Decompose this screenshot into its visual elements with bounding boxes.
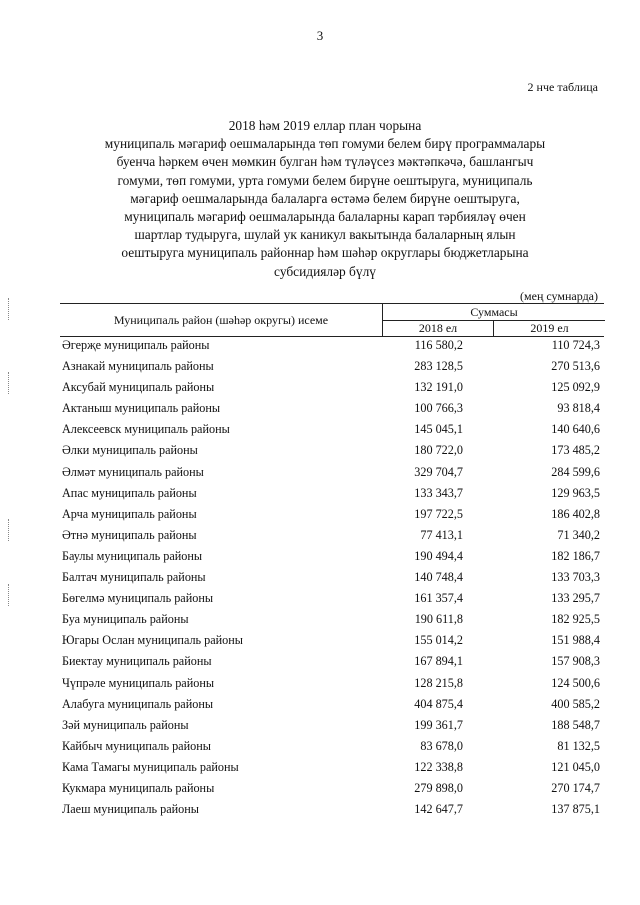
page-number: 3 (316, 28, 324, 43)
amount-2018: 199 361,7 (414, 717, 463, 732)
table-header (60, 303, 604, 337)
table-row (60, 462, 604, 483)
district-name: Югары Ослан муниципаль районы (62, 633, 243, 648)
district-name: Әлки муниципаль районы (62, 443, 198, 458)
amount-2018: 329 704,7 (414, 464, 463, 479)
amount-2018: 190 611,8 (414, 612, 463, 627)
amount-2019: 129 963,5 (551, 485, 600, 500)
margin-mark (8, 584, 10, 606)
margin-mark (8, 519, 10, 541)
amount-2018: 77 413,1 (420, 527, 463, 542)
amount-2019: 157 908,3 (551, 654, 600, 669)
title-line: мәгариф оешмаларында балаларга өстәмә белем бирүне оештыруга, (130, 190, 520, 206)
amount-2019: 81 132,5 (557, 738, 600, 753)
amount-2019: 124 500,6 (551, 675, 600, 690)
margin-mark (8, 372, 10, 394)
district-name: Азнакай муниципаль районы (62, 359, 214, 374)
header-year-2018: 2018 ел (383, 321, 494, 336)
table-row (60, 673, 604, 694)
title-line: оештыруга муниципаль районнар һәм шәһәр округлары бюджетларына (121, 245, 529, 261)
amount-2019: 71 340,2 (557, 527, 600, 542)
district-name: Аксубай муниципаль районы (62, 380, 215, 395)
amount-2019: 182 186,7 (551, 548, 600, 563)
amount-2018: 83 678,0 (420, 738, 463, 753)
table-row (60, 588, 604, 609)
amount-2019: 110 724,3 (551, 338, 600, 352)
amount-2019: 188 548,7 (551, 717, 600, 732)
district-name: Актаныш муниципаль районы (62, 401, 221, 416)
table-row (60, 778, 604, 799)
amount-2019: 137 875,1 (551, 802, 600, 817)
table-row (60, 440, 604, 461)
amount-2018: 167 894,1 (414, 654, 463, 669)
header-sum-title: Суммасы (383, 305, 605, 321)
district-name: Кайбыч муниципаль районы (62, 738, 211, 753)
title-line: муниципаль мәгариф оешмаларында төп гомуми белем бирү программалары (104, 136, 546, 152)
amount-2018: 140 748,4 (414, 570, 463, 585)
header-name-column: Муниципаль район (шәһәр округы) исеме (113, 312, 329, 327)
district-name: Бөгелмә муниципаль районы (62, 591, 214, 606)
district-name: Әтнә муниципаль районы (62, 527, 197, 542)
table-row (60, 736, 604, 757)
amount-2018: 133 343,7 (414, 485, 463, 500)
table-row (60, 609, 604, 630)
district-name: Биектау муниципаль районы (62, 654, 212, 669)
amount-2018: 197 722,5 (414, 506, 463, 521)
title-line: 2018 һәм 2019 еллар план чорына (228, 118, 422, 133)
district-name: Алексеевск муниципаль районы (62, 422, 230, 437)
amount-2019: 270 513,6 (551, 359, 600, 374)
table-row (60, 483, 604, 504)
table-row (60, 377, 604, 398)
table-label: 2 нче таблица (527, 80, 598, 94)
amount-2019: 133 703,3 (551, 570, 600, 585)
margin-mark (8, 298, 10, 320)
amount-2018: 142 647,7 (414, 802, 463, 817)
table-row (60, 356, 604, 377)
amount-2018: 161 357,4 (414, 591, 463, 606)
amount-2019: 270 174,7 (551, 780, 600, 795)
table-row (60, 504, 604, 525)
district-name: Апас муниципаль районы (62, 485, 197, 500)
title-line: буенча һәркем өчен мөмкин булган һәм түләүсез мәктәпкәчә, башлангыч (116, 154, 534, 170)
table-row (60, 567, 604, 588)
amount-2019: 284 599,6 (551, 464, 600, 479)
district-name: Алабуга муниципаль районы (62, 696, 214, 711)
amount-2018: 116 580,2 (414, 338, 463, 352)
amount-2019: 133 295,7 (551, 591, 600, 606)
table-row (60, 694, 604, 715)
table-row (60, 715, 604, 736)
amount-2019: 400 585,2 (551, 696, 600, 711)
amount-2019: 121 045,0 (551, 759, 600, 774)
amount-2018: 283 128,5 (414, 359, 463, 374)
district-name: Баулы муниципаль районы (62, 548, 203, 563)
table-row (60, 546, 604, 567)
district-name: Кукмара муниципаль районы (62, 780, 215, 795)
table-row (60, 757, 604, 778)
amount-2019: 186 402,8 (551, 506, 600, 521)
amount-2018: 122 338,8 (414, 759, 463, 774)
title-line: муниципаль мәгариф оешмаларында балаларны карап тәрбияләү өчен (124, 209, 526, 225)
district-name: Арча муниципаль районы (62, 506, 197, 521)
district-name: Буа муниципаль районы (62, 612, 189, 627)
table-body (60, 335, 604, 820)
amount-2018: 145 045,1 (414, 422, 463, 437)
amount-2019: 173 485,2 (551, 443, 600, 458)
units-note: (мең сумнарда) (520, 289, 598, 303)
table-row (60, 525, 604, 546)
amount-2018: 180 722,0 (414, 443, 463, 458)
amount-2018: 279 898,0 (414, 780, 463, 795)
amount-2019: 125 092,9 (551, 380, 600, 395)
table-row (60, 335, 604, 356)
table-row (60, 799, 604, 820)
amount-2018: 155 014,2 (414, 633, 463, 648)
table-row (60, 419, 604, 440)
district-name: Әгерҗе муниципаль районы (62, 338, 210, 352)
title-line: гомуми, төп гомуми, урта гомуми белем бирүне оештыруга, муниципаль (117, 172, 533, 188)
district-name: Лаеш муниципаль районы (62, 802, 199, 817)
title-line: субсидияләр бүлү (274, 263, 376, 279)
header-sum-column (382, 304, 605, 336)
title-line: шартлар тудыруга, шулай ук каникул вакытында балаларның ялын (134, 227, 516, 243)
amount-2019: 93 818,4 (557, 401, 600, 416)
district-name: Балтач муниципаль районы (62, 570, 206, 585)
district-name: Кама Тамагы муниципаль районы (62, 759, 239, 774)
amount-2019: 151 988,4 (551, 633, 600, 648)
amount-2019: 140 640,6 (551, 422, 600, 437)
document-title (70, 117, 580, 281)
table-row (60, 651, 604, 672)
amount-2018: 132 191,0 (414, 380, 463, 395)
district-name: Чүпрәле муниципаль районы (62, 675, 215, 690)
district-name: Зәй муниципаль районы (62, 717, 189, 732)
header-year-2019: 2019 ел (530, 321, 569, 335)
amount-2018: 190 494,4 (414, 548, 463, 563)
amount-2018: 128 215,8 (414, 675, 463, 690)
amount-2019: 182 925,5 (551, 612, 600, 627)
amount-2018: 100 766,3 (414, 401, 463, 416)
district-name: Әлмәт муниципаль районы (62, 464, 204, 479)
table-row (60, 630, 604, 651)
table-row (60, 398, 604, 419)
amount-2018: 404 875,4 (414, 696, 463, 711)
